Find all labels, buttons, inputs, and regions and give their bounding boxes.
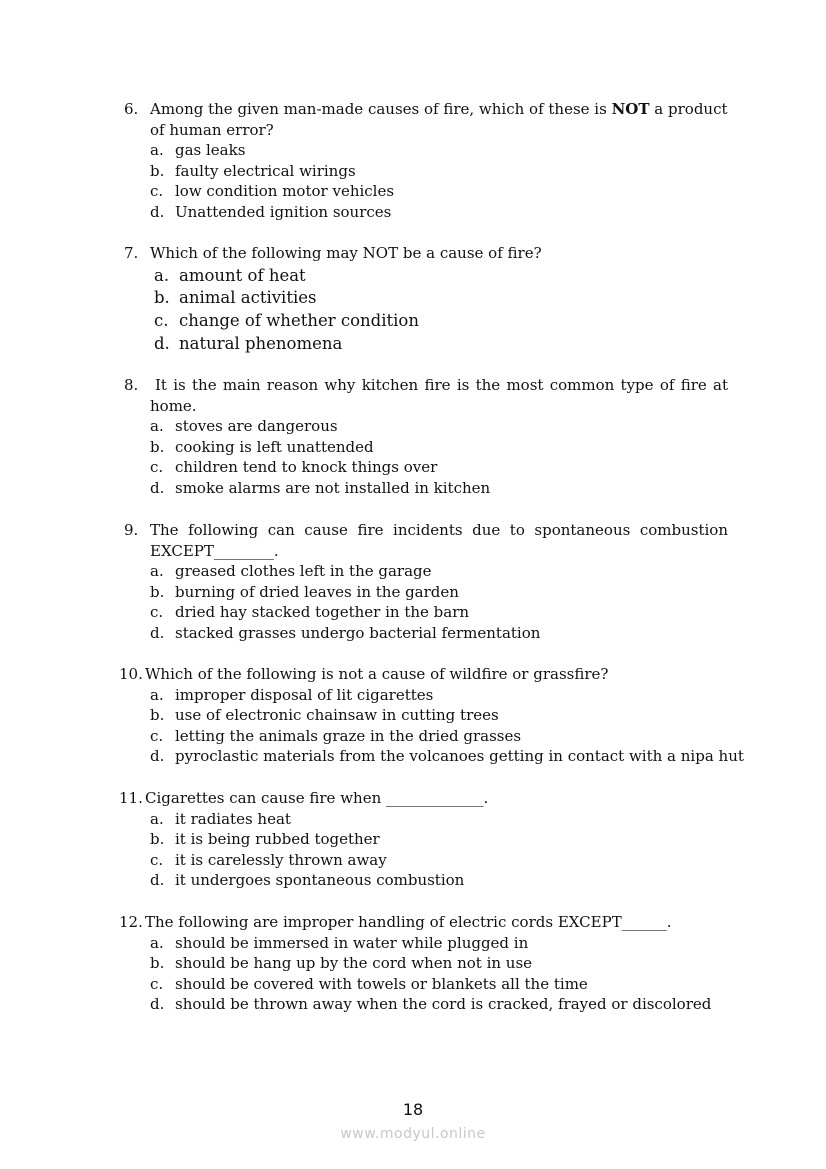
question-number: 11.: [119, 789, 143, 807]
question-number: 8.: [124, 376, 139, 394]
question-stem: The following are improper handling of electric cords EXCEPT______.: [145, 913, 672, 931]
question-stem: Cigarettes can cause fire when _____________.: [145, 789, 489, 807]
question-stem: Which of the following is not a cause of wildfire or grassfire?: [145, 665, 609, 683]
question-number: 6.: [124, 100, 139, 118]
question-stem: It is the main reason why kitchen fire is the most common type of fire at home.: [150, 376, 728, 415]
question-number: 12.: [119, 913, 143, 931]
page-number: 18: [402, 1100, 424, 1119]
question-stem: Among the given man-made causes of fire, which of these is NOT a product of human error?: [150, 100, 728, 139]
question-number: 10.: [119, 665, 143, 683]
watermark: www.modyul.online: [340, 1126, 486, 1142]
question-stem: The following can cause fire incidents due to spontaneous combustion EXCEPT________.: [150, 521, 728, 560]
question-stem: Which of the following may NOT be a cause of fire?: [150, 244, 542, 262]
question-number: 7.: [124, 244, 139, 262]
question-number: 9.: [124, 521, 139, 539]
